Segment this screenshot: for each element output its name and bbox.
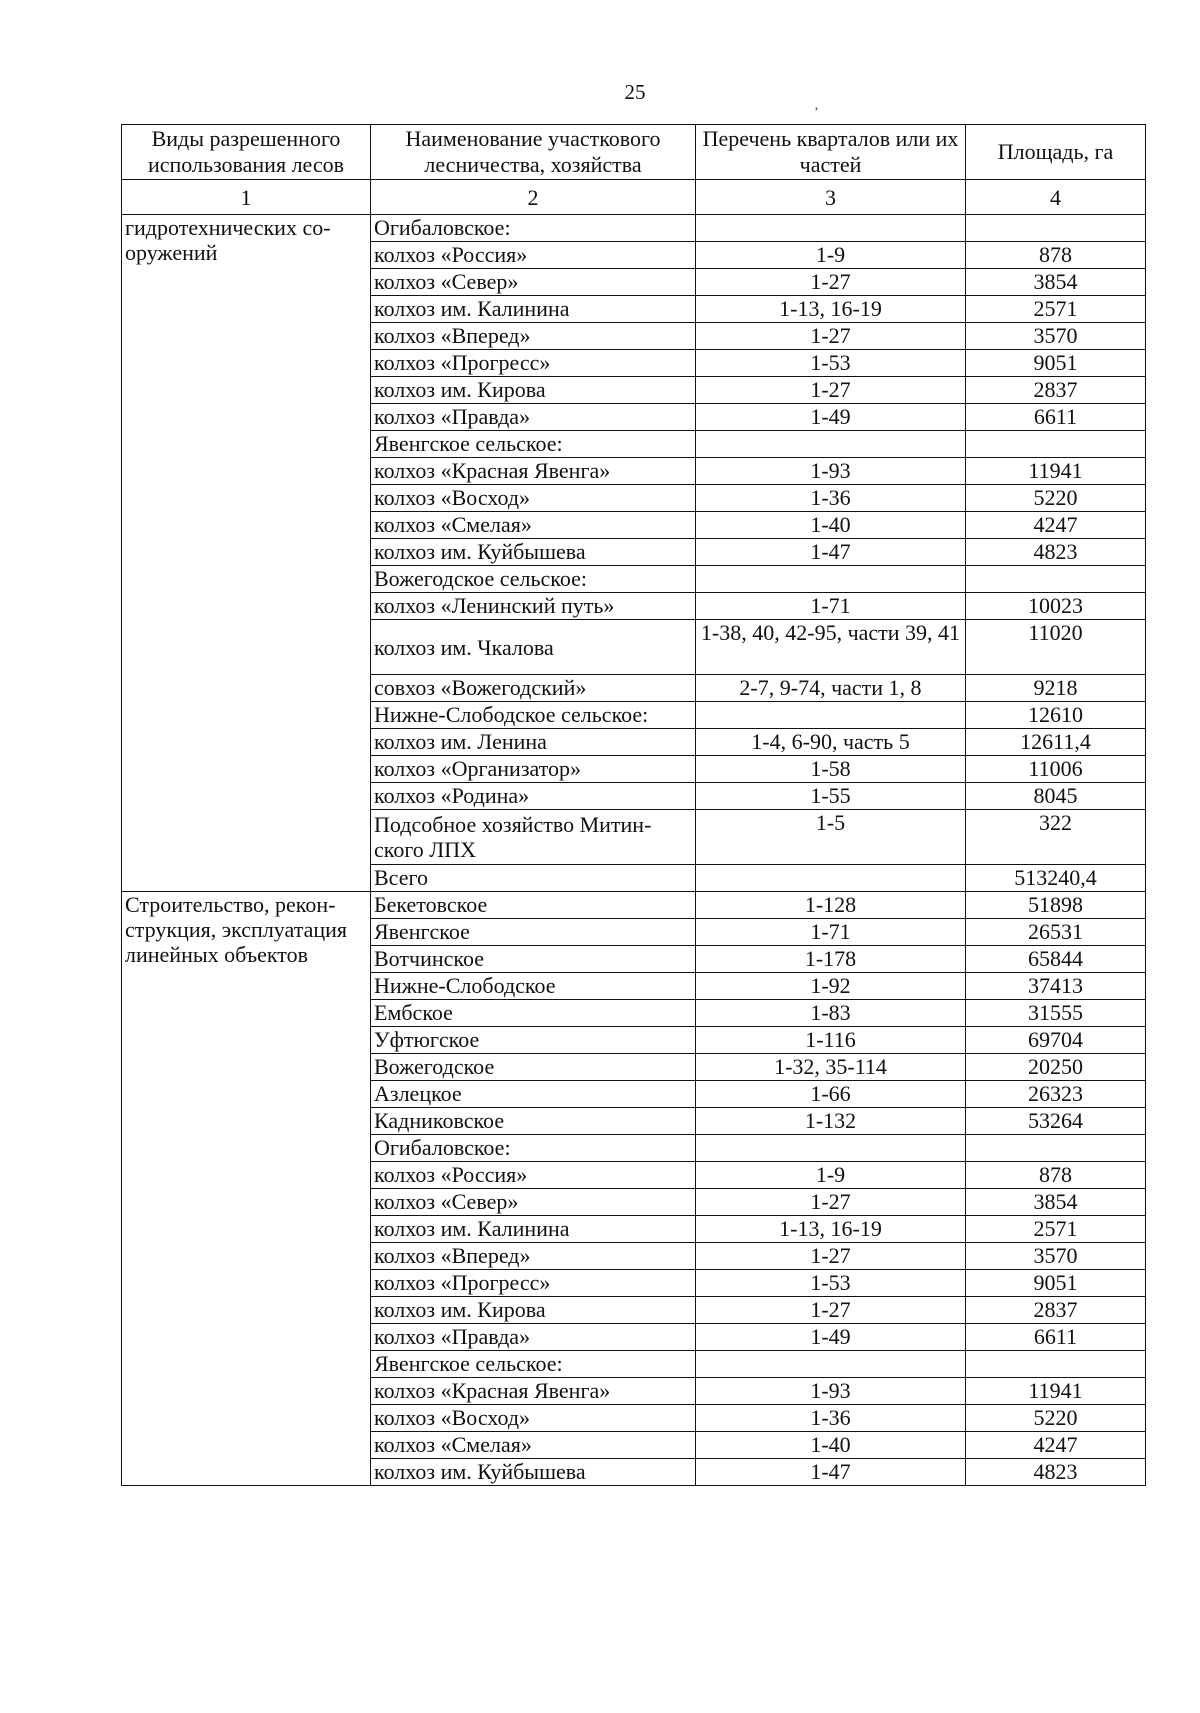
quarters-cell: 1-27 <box>696 1243 966 1270</box>
area-cell: 5220 <box>966 485 1146 512</box>
area-cell: 3854 <box>966 1189 1146 1216</box>
scan-mark: ‚ <box>814 98 819 113</box>
forestry-name-cell: колхоз им. Куйбышева <box>371 1459 696 1486</box>
quarters-cell: 1-178 <box>696 946 966 973</box>
header-use-type: Виды разрешенного использования лесов <box>122 125 371 180</box>
quarters-cell: 1-83 <box>696 1000 966 1027</box>
quarters-cell: 1-93 <box>696 1378 966 1405</box>
forestry-name-cell: колхоз «Восход» <box>371 1405 696 1432</box>
area-cell: 6611 <box>966 1324 1146 1351</box>
area-cell: 2837 <box>966 1297 1146 1324</box>
area-cell: 3570 <box>966 1243 1146 1270</box>
forestry-name-cell: Ембское <box>371 1000 696 1027</box>
area-cell: 4247 <box>966 512 1146 539</box>
forestry-name-cell: колхоз «Красная Явенга» <box>371 1378 696 1405</box>
quarters-cell <box>696 566 966 593</box>
forestry-name-cell: колхоз им. Кирова <box>371 377 696 404</box>
quarters-cell: 1-55 <box>696 783 966 810</box>
table-row <box>122 215 1146 242</box>
area-cell: 513240,4 <box>966 865 1146 892</box>
forestry-name-cell: Нижне-Слободское <box>371 973 696 1000</box>
use-type-cell: гидротехнических со- оружений <box>122 215 371 892</box>
forestry-name-cell: колхоз им. Куйбышева <box>371 539 696 566</box>
area-cell: 9218 <box>966 675 1146 702</box>
forestry-name-cell: колхоз «Красная Явенга» <box>371 458 696 485</box>
forestry-name-cell: колхоз «Организатор» <box>371 756 696 783</box>
forestry-name-cell: колхоз «Смелая» <box>371 512 696 539</box>
forestry-name-cell: Подсобное хозяйство Митин- ского ЛПХ <box>371 810 696 865</box>
forestry-name-cell: колхоз «Север» <box>371 269 696 296</box>
area-cell: 2837 <box>966 377 1146 404</box>
area-cell: 322 <box>966 810 1146 865</box>
table-body <box>122 215 1146 1486</box>
forestry-name-cell: колхоз «Россия» <box>371 1162 696 1189</box>
quarters-cell: 1-32, 35-114 <box>696 1054 966 1081</box>
forestry-name-cell: колхоз «Прогресс» <box>371 1270 696 1297</box>
area-cell: 37413 <box>966 973 1146 1000</box>
quarters-cell: 1-93 <box>696 458 966 485</box>
forestry-name-cell: Огибаловское: <box>371 215 696 242</box>
quarters-cell: 1-71 <box>696 593 966 620</box>
quarters-cell: 1-66 <box>696 1081 966 1108</box>
quarters-cell: 1-49 <box>696 404 966 431</box>
forestry-name-cell: Кадниковское <box>371 1108 696 1135</box>
quarters-cell <box>696 431 966 458</box>
column-number: 2 <box>371 180 696 215</box>
forestry-name-cell: колхоз им. Кирова <box>371 1297 696 1324</box>
forestry-name-cell: колхоз «Восход» <box>371 485 696 512</box>
area-cell: 11941 <box>966 458 1146 485</box>
area-cell: 2571 <box>966 296 1146 323</box>
quarters-cell: 1-58 <box>696 756 966 783</box>
forestry-name-cell: колхоз «Смелая» <box>371 1432 696 1459</box>
quarters-cell: 1-128 <box>696 892 966 919</box>
forestry-name-cell: Вожегодское сельское: <box>371 566 696 593</box>
forestry-name-cell: колхоз «Прогресс» <box>371 350 696 377</box>
area-cell: 9051 <box>966 1270 1146 1297</box>
forestry-name-cell: колхоз им. Ленина <box>371 729 696 756</box>
quarters-cell: 1-13, 16-19 <box>696 1216 966 1243</box>
area-cell: 5220 <box>966 1405 1146 1432</box>
forestry-name-cell: колхоз им. Калинина <box>371 1216 696 1243</box>
forestry-name-cell: Бекетовское <box>371 892 696 919</box>
quarters-cell <box>696 1351 966 1378</box>
quarters-cell: 1-36 <box>696 485 966 512</box>
area-cell: 9051 <box>966 350 1146 377</box>
quarters-cell: 1-92 <box>696 973 966 1000</box>
quarters-cell: 2-7, 9-74, части 1, 8 <box>696 675 966 702</box>
quarters-cell: 1-116 <box>696 1027 966 1054</box>
quarters-cell <box>696 702 966 729</box>
area-cell <box>966 215 1146 242</box>
quarters-cell: 1-47 <box>696 1459 966 1486</box>
column-number: 3 <box>696 180 966 215</box>
area-cell: 31555 <box>966 1000 1146 1027</box>
area-cell: 878 <box>966 1162 1146 1189</box>
forestry-name-cell: колхоз им. Чкалова <box>371 620 696 675</box>
column-number: 4 <box>966 180 1146 215</box>
forestry-name-cell: колхоз «Правда» <box>371 404 696 431</box>
area-cell: 69704 <box>966 1027 1146 1054</box>
forestry-name-cell: Вожегодское <box>371 1054 696 1081</box>
quarters-cell: 1-132 <box>696 1108 966 1135</box>
quarters-cell: 1-36 <box>696 1405 966 1432</box>
forestry-name-cell: Нижне-Слободское сельское: <box>371 702 696 729</box>
column-number-row <box>122 180 1146 215</box>
quarters-cell: 1-27 <box>696 1189 966 1216</box>
area-cell: 10023 <box>966 593 1146 620</box>
area-cell: 11020 <box>966 620 1146 675</box>
forestry-name-cell: колхоз «Родина» <box>371 783 696 810</box>
quarters-cell: 1-9 <box>696 1162 966 1189</box>
area-cell: 12611,4 <box>966 729 1146 756</box>
forest-use-table <box>121 124 1146 1486</box>
area-cell: 11941 <box>966 1378 1146 1405</box>
area-cell: 8045 <box>966 783 1146 810</box>
area-cell: 11006 <box>966 756 1146 783</box>
forestry-name-cell: Азлецкое <box>371 1081 696 1108</box>
quarters-cell: 1-27 <box>696 269 966 296</box>
area-cell: 878 <box>966 242 1146 269</box>
quarters-cell: 1-40 <box>696 1432 966 1459</box>
quarters-cell <box>696 215 966 242</box>
forestry-name-cell: Явенгское сельское: <box>371 1351 696 1378</box>
quarters-cell: 1-49 <box>696 1324 966 1351</box>
forestry-name-cell: колхоз «Вперед» <box>371 323 696 350</box>
forestry-name-cell: колхоз «Россия» <box>371 242 696 269</box>
forestry-name-cell: колхоз «Север» <box>371 1189 696 1216</box>
area-cell: 2571 <box>966 1216 1146 1243</box>
forestry-name-cell: Огибаловское: <box>371 1135 696 1162</box>
forestry-name-cell: Явенгское <box>371 919 696 946</box>
quarters-cell: 1-53 <box>696 350 966 377</box>
forestry-name-cell: Уфтюгское <box>371 1027 696 1054</box>
area-cell: 26323 <box>966 1081 1146 1108</box>
forestry-name-cell: Вотчинское <box>371 946 696 973</box>
area-cell <box>966 566 1146 593</box>
quarters-cell: 1-4, 6-90, часть 5 <box>696 729 966 756</box>
use-type-cell: Строительство, рекон- струкция, эксплуатация линейных объектов <box>122 892 371 1486</box>
header-forestry-name: Наименование участкового лесничества, хозяйства <box>371 125 696 180</box>
area-cell: 4823 <box>966 1459 1146 1486</box>
quarters-cell <box>696 865 966 892</box>
area-cell <box>966 1135 1146 1162</box>
quarters-cell: 1-38, 40, 42-95, части 39, 41 <box>696 620 966 675</box>
area-cell: 6611 <box>966 404 1146 431</box>
table-header-row <box>122 125 1146 180</box>
quarters-cell: 1-27 <box>696 377 966 404</box>
forestry-name-cell: колхоз «Правда» <box>371 1324 696 1351</box>
quarters-cell: 1-53 <box>696 1270 966 1297</box>
area-cell: 53264 <box>966 1108 1146 1135</box>
area-cell: 65844 <box>966 946 1146 973</box>
area-cell: 20250 <box>966 1054 1146 1081</box>
forestry-name-cell: колхоз им. Калинина <box>371 296 696 323</box>
area-cell: 4823 <box>966 539 1146 566</box>
forestry-name-cell: Всего <box>371 865 696 892</box>
quarters-cell: 1-71 <box>696 919 966 946</box>
quarters-cell <box>696 1135 966 1162</box>
quarters-cell: 1-9 <box>696 242 966 269</box>
forestry-name-cell: Явенгское сельское: <box>371 431 696 458</box>
area-cell <box>966 431 1146 458</box>
header-area: Площадь, га <box>966 125 1146 180</box>
forestry-name-cell: колхоз «Вперед» <box>371 1243 696 1270</box>
area-cell: 3854 <box>966 269 1146 296</box>
quarters-cell: 1-27 <box>696 323 966 350</box>
area-cell <box>966 1351 1146 1378</box>
area-cell: 26531 <box>966 919 1146 946</box>
quarters-cell: 1-47 <box>696 539 966 566</box>
quarters-cell: 1-5 <box>696 810 966 865</box>
page-number: 25 <box>624 80 646 104</box>
area-cell: 12610 <box>966 702 1146 729</box>
header-quarters: Перечень кварталов или их частей <box>696 125 966 180</box>
quarters-cell: 1-13, 16-19 <box>696 296 966 323</box>
area-cell: 51898 <box>966 892 1146 919</box>
table-row <box>122 892 1146 919</box>
quarters-cell: 1-40 <box>696 512 966 539</box>
area-cell: 4247 <box>966 1432 1146 1459</box>
area-cell: 3570 <box>966 323 1146 350</box>
forestry-name-cell: совхоз «Вожегодский» <box>371 675 696 702</box>
forestry-name-cell: колхоз «Ленинский путь» <box>371 593 696 620</box>
quarters-cell: 1-27 <box>696 1297 966 1324</box>
column-number: 1 <box>122 180 371 215</box>
